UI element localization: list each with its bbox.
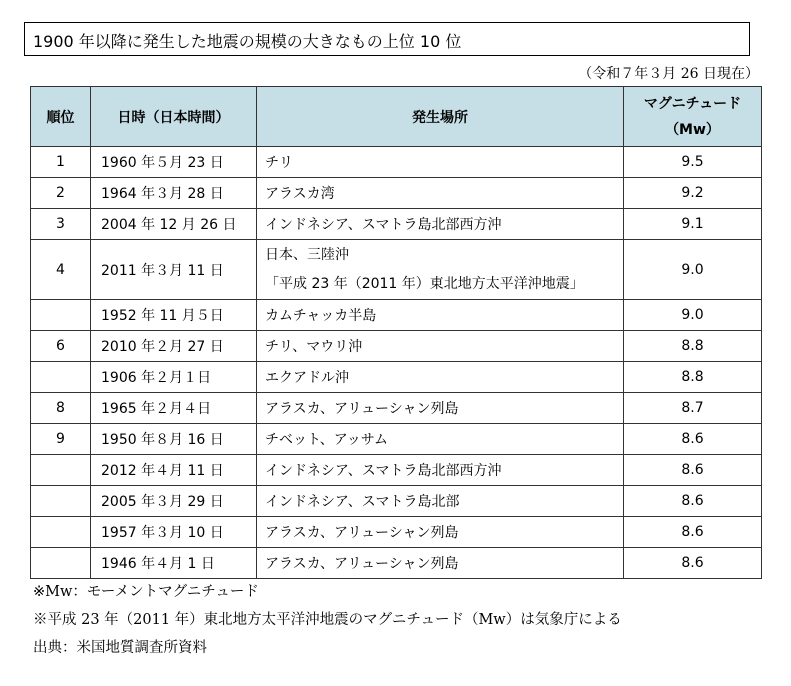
cell-date: 1957 年３月 10 日 [91, 517, 257, 548]
cell-date: 1950 年８月 16 日 [91, 424, 257, 455]
cell-place-line2: 「平成 23 年（2011 年）東北地方太平洋沖地震」 [265, 275, 584, 292]
cell-rank: 9 [31, 424, 91, 455]
footnotes [33, 578, 622, 662]
header-place: 発生場所 [257, 87, 624, 147]
cell-date: 1952 年 11 月５日 [91, 300, 257, 331]
table-row [31, 147, 762, 178]
table-row [31, 209, 762, 240]
cell-place: アラスカ、アリューシャン列島 [257, 517, 624, 548]
cell-rank: 1 [31, 147, 91, 178]
cell-place: エクアドル沖 [257, 362, 624, 393]
cell-place: インドネシア、スマトラ島北部西方沖 [257, 209, 624, 240]
cell-magnitude: 8.6 [624, 486, 762, 517]
header-rank: 順位 [31, 87, 91, 147]
page-title: 1900 年以降に発生した地震の規模の大きなもの上位 10 位 [33, 32, 462, 51]
cell-date: 1964 年３月 28 日 [91, 178, 257, 209]
cell-magnitude: 9.2 [624, 178, 762, 209]
cell-rank [31, 362, 91, 393]
table-row [31, 300, 762, 331]
cell-date: 2012 年４月 11 日 [91, 455, 257, 486]
table-header-row [31, 87, 762, 147]
as-of-date: （令和７年３月 26 日現在） [578, 66, 759, 82]
table-row [31, 486, 762, 517]
cell-place: カムチャッカ半島 [257, 300, 624, 331]
cell-date: 2011 年３月 11 日 [91, 240, 257, 300]
cell-magnitude: 8.8 [624, 362, 762, 393]
cell-date: 2005 年３月 29 日 [91, 486, 257, 517]
header-magnitude-line2: （Mw） [665, 121, 720, 138]
cell-place-line1: 日本、三陸沖 [265, 246, 349, 263]
cell-rank: 4 [31, 240, 91, 300]
cell-date: 2010 年２月 27 日 [91, 331, 257, 362]
cell-rank [31, 455, 91, 486]
header-magnitude-line1: マグニチュード [643, 95, 742, 112]
header-datetime: 日時（日本時間） [91, 87, 257, 147]
table-row [31, 548, 762, 579]
cell-magnitude: 8.6 [624, 517, 762, 548]
table-row [31, 362, 762, 393]
footnote-source: 出典：米国地質調査所資料 [33, 640, 207, 656]
earthquake-table [30, 86, 762, 579]
cell-rank [31, 548, 91, 579]
cell-magnitude: 8.8 [624, 331, 762, 362]
cell-date: 2004 年 12 月 26 日 [91, 209, 257, 240]
cell-rank: 8 [31, 393, 91, 424]
cell-rank [31, 300, 91, 331]
cell-place: アラスカ湾 [257, 178, 624, 209]
cell-rank [31, 517, 91, 548]
table-row [31, 178, 762, 209]
header-magnitude [624, 87, 762, 147]
cell-place: チリ、マウリ沖 [257, 331, 624, 362]
footnote-jma: ※平成 23 年（2011 年）東北地方太平洋沖地震のマグニチュード（Mw）は気象庁による [33, 612, 622, 628]
cell-place: インドネシア、スマトラ島北部西方沖 [257, 455, 624, 486]
cell-rank: 2 [31, 178, 91, 209]
cell-place: アラスカ、アリューシャン列島 [257, 393, 624, 424]
table-row [31, 424, 762, 455]
cell-date: 1906 年２月１日 [91, 362, 257, 393]
table-row [31, 455, 762, 486]
footnote-mw: ※Mw：モーメントマグニチュード [33, 584, 259, 600]
cell-magnitude: 8.6 [624, 548, 762, 579]
table-row [31, 331, 762, 362]
cell-place: チリ [257, 147, 624, 178]
cell-rank [31, 486, 91, 517]
cell-magnitude: 9.0 [624, 300, 762, 331]
cell-rank: 6 [31, 331, 91, 362]
cell-date: 1960 年５月 23 日 [91, 147, 257, 178]
cell-magnitude: 8.7 [624, 393, 762, 424]
cell-place [257, 240, 624, 300]
cell-magnitude: 9.0 [624, 240, 762, 300]
cell-magnitude: 8.6 [624, 424, 762, 455]
cell-rank: 3 [31, 209, 91, 240]
table-row [31, 393, 762, 424]
cell-place: チベット、アッサム [257, 424, 624, 455]
cell-date: 1965 年２月４日 [91, 393, 257, 424]
table-row [31, 240, 762, 300]
cell-magnitude: 9.5 [624, 147, 762, 178]
cell-magnitude: 9.1 [624, 209, 762, 240]
cell-date: 1946 年４月 1 日 [91, 548, 257, 579]
cell-place: アラスカ、アリューシャン列島 [257, 548, 624, 579]
cell-place: インドネシア、スマトラ島北部 [257, 486, 624, 517]
table-row [31, 517, 762, 548]
title-box [24, 22, 750, 56]
cell-magnitude: 8.6 [624, 455, 762, 486]
